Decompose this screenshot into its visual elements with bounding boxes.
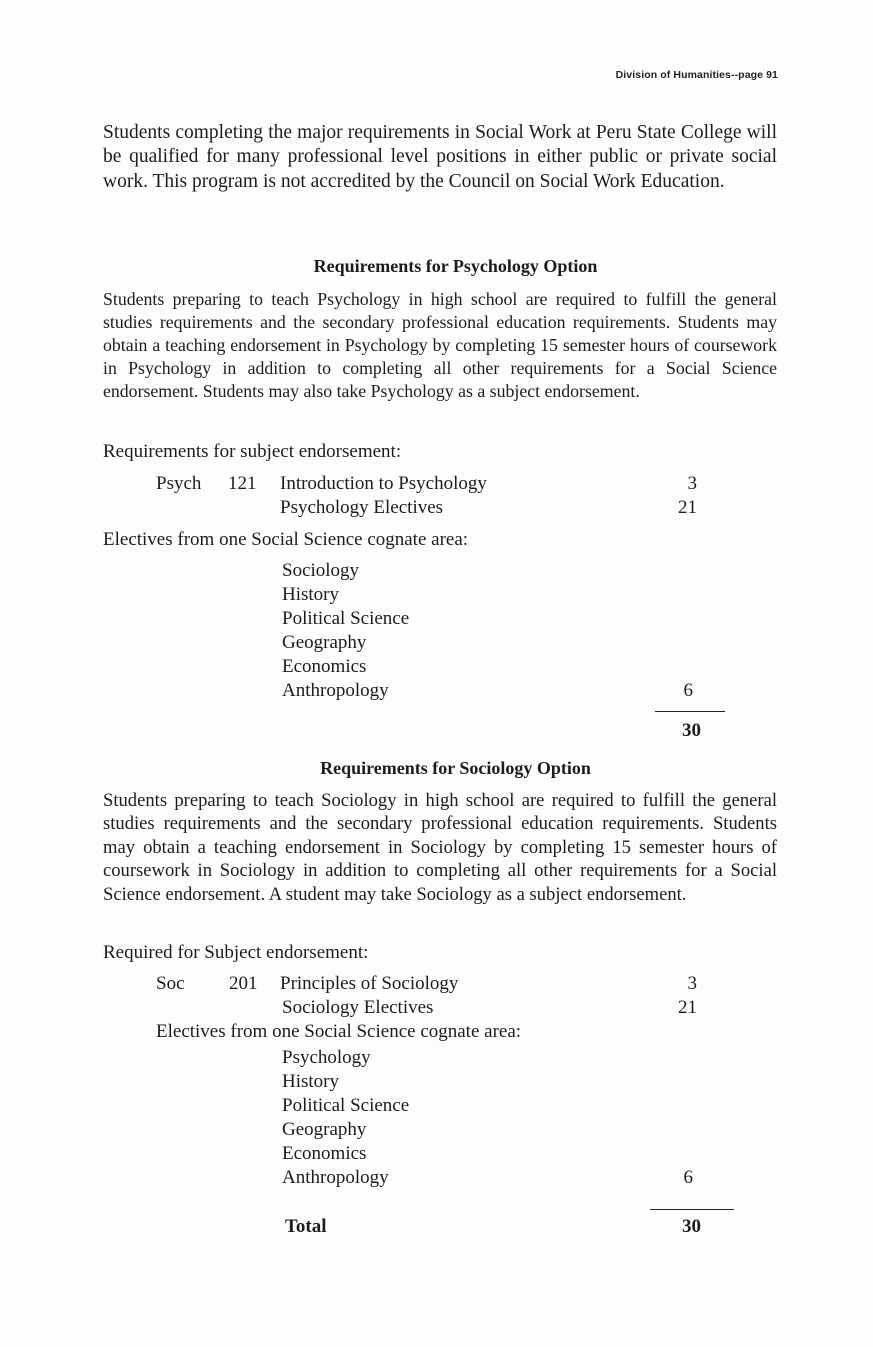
sociology-heading: Requirements for Sociology Option bbox=[320, 758, 591, 778]
psychology-cognate-area: History bbox=[282, 584, 339, 605]
psychology-cognate-area: Geography bbox=[282, 632, 367, 653]
sociology-cognate-area: History bbox=[282, 1071, 339, 1092]
psychology-electives-title: Psychology Electives bbox=[280, 497, 444, 518]
sociology-course-hours: 3 bbox=[687, 973, 697, 994]
sociology-paragraph: Students preparing to teach Sociology in high school are required to fulfill the general studies requirements and the secondary professional education requirements. Students may obtain a teaching endorsement in Sociology by completing 15 semester hours of coursework in Sociology in addition to completing all other requirements for a Social Science endorsement. A student may take Sociology as a subject endorsement. bbox=[103, 790, 777, 905]
sociology-cognate-area: Economics bbox=[282, 1143, 367, 1164]
sociology-cognate-hours: 6 bbox=[683, 1167, 693, 1188]
psychology-cognate-area: Economics bbox=[282, 656, 367, 677]
sociology-total: 30 bbox=[682, 1216, 701, 1237]
psychology-course-hours: 3 bbox=[687, 473, 697, 494]
sociology-course-title: Principles of Sociology bbox=[280, 973, 459, 994]
psychology-cognate-hours: 6 bbox=[683, 680, 693, 701]
psychology-course-title: Introduction to Psychology bbox=[280, 473, 487, 494]
sociology-electives-hours: 21 bbox=[678, 997, 697, 1018]
psychology-cognate-area: Anthropology bbox=[282, 680, 389, 701]
sociology-total-label: Total bbox=[285, 1216, 327, 1237]
psychology-paragraph: Students preparing to teach Psychology in high school are required to fulfill the general studies requirements and the secondary professional education requirements. Students may obtain a teaching endorsement in Psychology by completing 15 semester hours of coursework in Psychology in addition to completing all other requirements for a Social Science endorsement. Students may also take Psychology as a subject endorsement. bbox=[103, 289, 777, 401]
psychology-req-label: Requirements for subject endorsement: bbox=[103, 441, 402, 462]
running-head: Division of Humanities--page 91 bbox=[615, 69, 778, 81]
sociology-cognate-area: Geography bbox=[282, 1119, 367, 1140]
sociology-course-num: 201 bbox=[229, 973, 258, 994]
sociology-cognate-area: Psychology bbox=[282, 1047, 371, 1068]
sociology-electives-title: Sociology Electives bbox=[282, 997, 434, 1018]
psychology-total-rule bbox=[655, 711, 725, 712]
sociology-cognate-area: Anthropology bbox=[282, 1167, 389, 1188]
psychology-total: 30 bbox=[682, 720, 701, 741]
intro-paragraph: Students completing the major requirements in Social Work at Peru State College will be qualified for many professional level positions in either public or private social work. This program is not accredited by the Council on Social Work Education. bbox=[103, 122, 777, 192]
psychology-electives-hours: 21 bbox=[678, 497, 697, 518]
sociology-req-label: Required for Subject endorsement: bbox=[103, 942, 369, 963]
psychology-cognate-area: Political Science bbox=[282, 608, 410, 629]
psychology-cognate-label: Electives from one Social Science cognate area: bbox=[103, 529, 469, 550]
sociology-total-rule bbox=[650, 1209, 734, 1210]
sociology-cognate-area: Political Science bbox=[282, 1095, 410, 1116]
sociology-cognate-label: Electives from one Social Science cognate area: bbox=[156, 1021, 522, 1042]
sociology-course-dept: Soc bbox=[156, 973, 185, 994]
psychology-course-dept: Psych bbox=[156, 473, 202, 494]
psychology-heading: Requirements for Psychology Option bbox=[313, 256, 598, 276]
psychology-course-num: 121 bbox=[228, 473, 257, 494]
psychology-cognate-area: Sociology bbox=[282, 560, 360, 581]
